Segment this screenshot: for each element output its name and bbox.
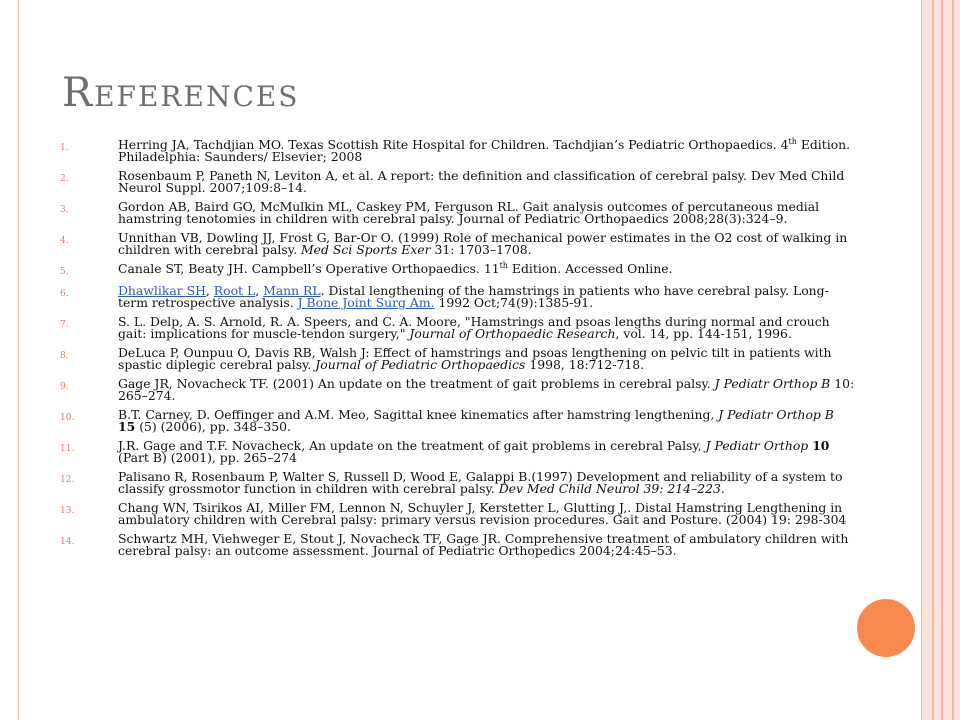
journal-title: Journal of Pediatric Orthopaedics — [315, 357, 526, 372]
reference-link[interactable]: Mann RL — [263, 283, 321, 298]
reference-fragment: S. L. Delp, A. S. Arnold, R. A. Speers, and C. A. Moore, "Hamstrings and psoas lengths during normal and crouch gait: implications for muscle-tendon surgery," — [118, 314, 830, 341]
reference-text — [118, 232, 855, 256]
reference-item — [60, 260, 855, 278]
reference-fragment: Unnithan VB, Dowling JJ, Frost G, Bar-Or O. (1999) Role of mechanical power estimates in the O2 cost of walking in children with cerebral palsy. — [118, 230, 848, 257]
reference-item — [60, 232, 855, 256]
page-title: References — [62, 70, 300, 116]
journal-title: J Pediatr Orthop — [705, 438, 809, 453]
reference-fragment: J.R. Gage and T.F. Novacheck, An update on the treatment of gait problems in cerebral Palsy, — [118, 438, 706, 453]
reference-text — [118, 201, 855, 225]
reference-text — [118, 260, 855, 276]
journal-title: Dev Med Child Neurol 39: 214–223. — [498, 481, 725, 496]
volume-number: 15 — [118, 419, 136, 434]
reference-link[interactable]: Dhawlikar SH — [118, 283, 206, 298]
right-decor-line-1 — [932, 0, 934, 720]
reference-number: 9. — [60, 382, 69, 392]
journal-title: J Pediatr Orthop B — [714, 376, 831, 391]
superscript-text: th — [788, 136, 797, 146]
reference-number: 6. — [60, 289, 69, 299]
reference-fragment: , — [255, 283, 264, 298]
reference-list — [60, 136, 855, 564]
reference-text — [118, 170, 855, 194]
accent-circle — [857, 599, 915, 657]
reference-text — [118, 409, 855, 433]
reference-link[interactable]: Root L — [213, 283, 256, 298]
reference-number: 1. — [60, 143, 69, 153]
reference-number: 11. — [60, 444, 75, 454]
superscript-text: th — [499, 260, 508, 270]
reference-item — [60, 201, 855, 225]
reference-fragment: Chang WN, Tsirikos AI, Miller FM, Lennon N, Schuyler J, Kerstetter L, Glutting J,. Distal Hamstring Lengthening in ambulatory children with Cerebral palsy: primary versus revision procedures. Gait and Posture. (2004) 19: 298-304 — [118, 500, 847, 527]
reference-fragment: . Distal lengthening of the hamstrings in patients who have cerebral palsy. Long-term retrospective analysis. — [118, 283, 829, 310]
reference-number: 2. — [60, 174, 69, 184]
journal-title: J Pediatr Orthop B — [718, 407, 834, 422]
reference-text — [118, 347, 855, 371]
reference-text — [118, 533, 855, 557]
reference-number: 10. — [60, 413, 75, 423]
reference-fragment: Herring JA, Tachdjian MO. Texas Scottish Rite Hospital for Children. Tachdjian’s Pediatric Orthopaedics. 4 — [118, 137, 789, 152]
reference-fragment: Canale ST, Beaty JH. Campbell’s Operative Orthopaedics. 11 — [118, 261, 500, 276]
reference-number: 13. — [60, 506, 75, 516]
reference-item — [60, 533, 855, 557]
volume-number: 10 — [812, 438, 830, 453]
right-decor-line-2 — [941, 0, 943, 720]
reference-item — [60, 409, 855, 433]
reference-text — [118, 136, 855, 164]
reference-fragment: Gordon AB, Baird GO, McMulkin ML, Caskey PM, Ferguson RL. Gait analysis outcomes of percutaneous medial hamstring tenotomies in children with cerebral palsy. Journal of Pediatric Orthopaedics 2008;28(3):324–9. — [118, 199, 820, 226]
reference-fragment: (5) (2006), pp. 348–350. — [135, 419, 291, 434]
reference-fragment: Edition. Accessed Online. — [507, 261, 673, 276]
reference-item — [60, 502, 855, 526]
reference-text — [118, 378, 855, 402]
reference-fragment: , vol. 14, pp. 144-151, 1996. — [615, 326, 792, 341]
reference-fragment: Edition. Philadelphia: Saunders/ Elsevier; 2008 — [118, 137, 851, 164]
reference-fragment: 1998, 18:712-718. — [525, 357, 645, 372]
reference-number: 12. — [60, 475, 75, 485]
reference-item — [60, 316, 855, 340]
reference-fragment: Schwartz MH, Viehweger E, Stout J, Novacheck TF, Gage JR. Comprehensive treatment of ambulatory children with cerebral palsy: an outcome assessment. Journal of Pediatric Orthopedics 2004;24:45–53. — [118, 531, 849, 558]
reference-text — [118, 440, 855, 464]
reference-item — [60, 347, 855, 371]
reference-item — [60, 471, 855, 495]
reference-text — [118, 316, 855, 340]
reference-fragment: , — [205, 283, 214, 298]
journal-title: Journal of Orthopaedic Research — [409, 326, 616, 341]
reference-item — [60, 170, 855, 194]
reference-fragment: 1992 Oct;74(9):1385-91. — [434, 295, 594, 310]
reference-number: 8. — [60, 351, 69, 361]
reference-fragment: 10: 265–274. — [118, 376, 855, 403]
reference-item — [60, 440, 855, 464]
reference-number: 4. — [60, 236, 69, 246]
reference-number: 3. — [60, 205, 69, 215]
reference-number: 14. — [60, 537, 75, 547]
reference-fragment: B.T. Carney, D. Oeffinger and A.M. Meo, Sagittal knee kinematics after hamstring lengthening, — [118, 407, 719, 422]
reference-item — [60, 136, 855, 164]
reference-link[interactable]: J Bone Joint Surg Am. — [297, 295, 435, 310]
reference-fragment: DeLuca P, Ounpuu O, Davis RB, Walsh J: Effect of hamstrings and psoas lengthening on pelvic tilt in patients with spastic diplegic cerebral palsy. — [118, 345, 832, 372]
reference-fragment: Palisano R, Rosenbaum P, Walter S, Russell D, Wood E, Galappi B.(1997) Development and reliability of a system to classify grossmotor function in children with cerebral palsy. — [118, 469, 843, 496]
right-decor-line-3 — [952, 0, 954, 720]
reference-text — [118, 285, 855, 309]
reference-text — [118, 502, 855, 526]
reference-number: 7. — [60, 320, 69, 330]
reference-fragment: Rosenbaum P, Paneth N, Leviton A, et al. A report: the definition and classification of cerebral palsy. Dev Med Child Neurol Suppl. 2007;109:8–14. — [118, 168, 845, 195]
reference-number: 5. — [60, 267, 69, 277]
reference-fragment: (Part B) (2001), pp. 265–274 — [118, 450, 298, 465]
journal-title: Med Sci Sports Exer — [300, 242, 431, 257]
reference-text — [118, 471, 855, 495]
reference-fragment: Gage JR, Novacheck TF. (2001) An update on the treatment of gait problems in cerebral palsy. — [118, 376, 715, 391]
reference-item — [60, 378, 855, 402]
reference-item — [60, 285, 855, 309]
reference-fragment: 31: 1703–1708. — [430, 242, 532, 257]
